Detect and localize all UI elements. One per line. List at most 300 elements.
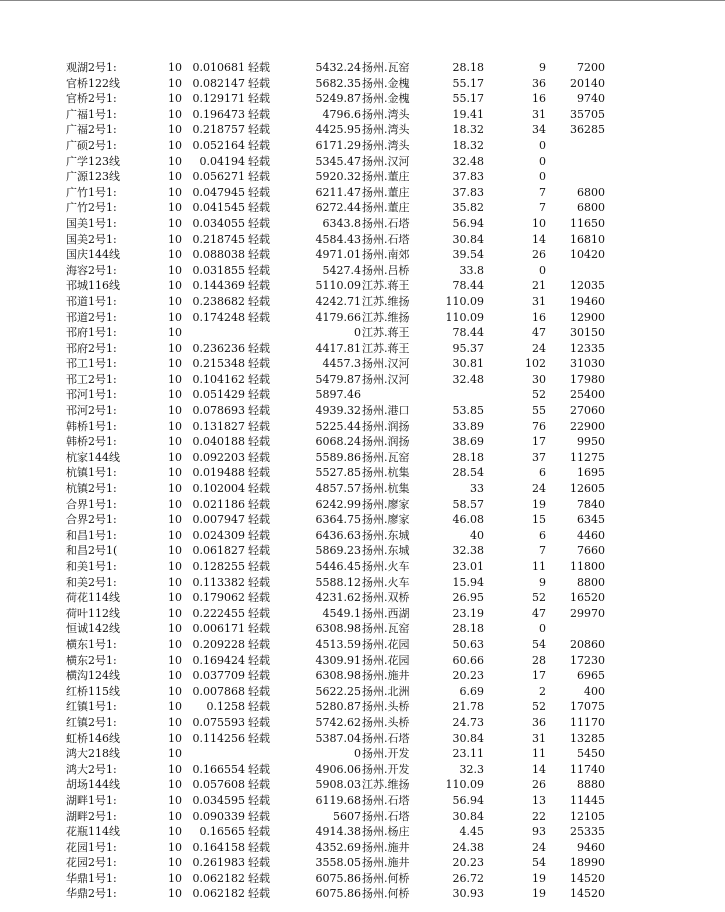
load-ratio-cell: 0.052164	[192, 138, 245, 152]
load-ratio-cell: 0.196473	[192, 107, 245, 121]
table-row	[0, 528, 725, 544]
value-cell: 5110.09	[315, 279, 361, 293]
location-cell: 扬州.廖家	[362, 497, 410, 511]
table-row	[0, 294, 725, 310]
voltage-cell: 10	[168, 684, 182, 698]
voltage-cell: 10	[168, 497, 182, 511]
line-name-cell: 国美2号1:	[66, 232, 117, 246]
voltage-cell: 10	[168, 669, 182, 683]
value-cell: 4584.43	[315, 232, 361, 246]
value-cell: 5869.23	[315, 544, 361, 558]
voltage-cell: 10	[168, 92, 182, 106]
count-cell: 102	[525, 357, 546, 371]
load-status-cell: 轻载	[248, 76, 270, 90]
voltage-cell: 10	[168, 887, 182, 901]
load-ratio-cell: 0.006171	[192, 622, 245, 636]
location-cell: 扬州.廖家	[362, 513, 410, 527]
table-row	[0, 434, 725, 450]
distance-cell: 20.23	[452, 856, 484, 870]
table-row	[0, 684, 725, 700]
distance-cell: 110.09	[445, 778, 484, 792]
value-cell: 5682.35	[315, 76, 361, 90]
line-name-cell: 红镇1号1:	[66, 700, 117, 714]
value-cell: 4179.66	[315, 310, 361, 324]
distance-cell: 15.94	[452, 575, 484, 589]
count-cell: 13	[532, 793, 546, 807]
load-ratio-cell: 0.082147	[192, 76, 245, 90]
line-name-cell: 邗道1号1:	[66, 294, 117, 308]
load-status-cell: 轻载	[248, 544, 270, 558]
location-cell: 扬州.火车	[362, 560, 410, 573]
load-ratio-cell: 0.090339	[192, 809, 245, 823]
location-cell: 扬州.开发	[362, 762, 410, 776]
amount-cell: 17230	[570, 653, 605, 667]
value-cell: 0	[354, 747, 361, 761]
load-status-cell: 轻载	[248, 793, 270, 807]
count-cell: 26	[532, 248, 546, 262]
location-cell: 扬州.西湖	[362, 606, 410, 620]
table-row	[0, 138, 725, 154]
table-row	[0, 871, 725, 887]
amount-cell: 10420	[570, 248, 605, 262]
line-name-cell: 广硕2号1:	[66, 138, 117, 152]
value-cell: 5589.86	[315, 450, 361, 464]
count-cell: 7	[539, 544, 546, 558]
voltage-cell: 10	[168, 482, 182, 496]
distance-cell: 32.48	[452, 154, 484, 168]
data-table	[0, 60, 725, 902]
distance-cell: 33.8	[459, 263, 484, 277]
value-cell: 6075.86	[315, 887, 361, 901]
count-cell: 22	[532, 809, 546, 823]
location-cell: 扬州.头桥	[362, 715, 410, 729]
amount-cell: 4460	[577, 528, 605, 542]
voltage-cell: 10	[168, 700, 182, 714]
load-status-cell: 轻载	[248, 840, 270, 854]
load-status-cell: 轻载	[248, 622, 270, 636]
voltage-cell: 10	[168, 61, 182, 74]
amount-cell: 16810	[570, 232, 605, 246]
count-cell: 54	[532, 637, 546, 651]
table-row	[0, 793, 725, 809]
value-cell: 6436.63	[315, 528, 361, 542]
voltage-cell: 10	[168, 123, 182, 137]
value-cell: 6272.44	[315, 201, 361, 215]
location-cell: 扬州.润扬	[362, 435, 410, 449]
line-name-cell: 杭镇1号1:	[66, 466, 117, 480]
load-status-cell: 轻载	[248, 248, 270, 262]
location-cell: 扬州.瓦窑	[362, 622, 410, 636]
line-name-cell: 广竹2号1:	[66, 201, 117, 215]
amount-cell: 11170	[570, 715, 605, 729]
value-cell: 5446.45	[315, 560, 361, 573]
voltage-cell: 10	[168, 731, 182, 745]
location-cell: 扬州.杭集	[362, 482, 410, 496]
voltage-cell: 10	[168, 871, 182, 885]
load-ratio-cell: 0.047945	[192, 185, 245, 199]
table-row	[0, 653, 725, 669]
location-cell: 扬州.汉河	[362, 154, 410, 168]
count-cell: 24	[532, 840, 546, 854]
count-cell: 0	[539, 170, 546, 184]
count-cell: 31	[532, 731, 546, 745]
location-cell: 扬州.东城	[362, 544, 410, 558]
line-name-cell: 广源123线	[66, 170, 120, 184]
load-status-cell: 轻载	[248, 887, 270, 901]
count-cell: 36	[532, 715, 546, 729]
voltage-cell: 10	[168, 138, 182, 152]
count-cell: 47	[532, 606, 546, 620]
line-name-cell: 邗工1号1:	[66, 357, 117, 371]
value-cell: 6119.68	[315, 793, 361, 807]
line-name-cell: 海容2号1:	[66, 263, 117, 277]
line-name-cell: 和昌1号1:	[66, 528, 117, 542]
distance-cell: 38.69	[452, 435, 484, 449]
amount-cell: 9460	[577, 840, 605, 854]
amount-cell: 25400	[570, 388, 605, 402]
load-ratio-cell: 0.034055	[192, 216, 245, 230]
load-ratio-cell: 0.236236	[192, 341, 245, 355]
count-cell: 19	[532, 871, 546, 885]
load-status-cell: 轻载	[248, 871, 270, 885]
load-ratio-cell: 0.019488	[192, 466, 245, 480]
amount-cell: 22900	[570, 419, 605, 433]
distance-cell: 32.38	[452, 544, 484, 558]
location-cell: 扬州.瓦窑	[362, 61, 410, 74]
table-row	[0, 387, 725, 403]
voltage-cell: 10	[168, 840, 182, 854]
voltage-cell: 10	[168, 310, 182, 324]
location-cell: 扬州.施井	[362, 856, 410, 870]
load-status-cell: 轻载	[248, 637, 270, 651]
load-status-cell: 轻载	[248, 700, 270, 714]
distance-cell: 56.94	[452, 793, 484, 807]
amount-cell: 20860	[570, 637, 605, 651]
load-status-cell: 轻载	[248, 419, 270, 433]
location-cell: 江苏.蒋王	[362, 341, 410, 355]
amount-cell: 6345	[577, 513, 605, 527]
location-cell: 扬州.石塔	[362, 809, 410, 823]
value-cell: 6211.47	[315, 185, 361, 199]
line-name-cell: 恒诚142线	[66, 622, 120, 636]
voltage-cell: 10	[168, 107, 182, 121]
amount-cell: 31030	[570, 357, 605, 371]
top-border	[0, 0, 725, 1]
voltage-cell: 10	[168, 216, 182, 230]
table-row	[0, 232, 725, 248]
distance-cell: 78.44	[452, 326, 484, 340]
location-cell: 扬州.施井	[362, 840, 410, 854]
amount-cell: 9740	[577, 92, 605, 106]
load-ratio-cell: 0.061827	[192, 544, 245, 558]
value-cell: 4914.38	[315, 825, 361, 839]
load-ratio-cell: 0.215348	[192, 357, 245, 371]
table-row	[0, 668, 725, 684]
location-cell: 扬州.双桥	[362, 591, 410, 605]
load-status-cell: 轻载	[248, 497, 270, 511]
count-cell: 34	[532, 123, 546, 137]
voltage-cell: 10	[168, 388, 182, 402]
voltage-cell: 10	[168, 466, 182, 480]
distance-cell: 60.66	[452, 653, 484, 667]
value-cell: 5479.87	[315, 372, 361, 386]
load-status-cell: 轻载	[248, 357, 270, 371]
table-row	[0, 543, 725, 559]
load-status-cell: 轻载	[248, 762, 270, 776]
voltage-cell: 10	[168, 715, 182, 729]
load-ratio-cell: 0.037709	[192, 669, 245, 683]
load-ratio-cell: 0.1258	[206, 700, 245, 714]
distance-cell: 35.82	[452, 201, 484, 215]
line-name-cell: 邗道2号1:	[66, 310, 117, 324]
distance-cell: 37.83	[452, 185, 484, 199]
load-status-cell: 轻载	[248, 279, 270, 293]
load-status-cell: 轻载	[248, 341, 270, 355]
amount-cell: 18990	[570, 856, 605, 870]
value-cell: 4242.71	[315, 294, 361, 308]
value-cell: 5588.12	[315, 575, 361, 589]
distance-cell: 28.18	[452, 450, 484, 464]
location-cell: 扬州.杭集	[362, 466, 410, 480]
location-cell: 扬州.北洲	[362, 684, 410, 698]
voltage-cell: 10	[168, 606, 182, 620]
load-status-cell: 轻载	[248, 232, 270, 246]
value-cell: 4352.69	[315, 840, 361, 854]
voltage-cell: 10	[168, 294, 182, 308]
load-ratio-cell: 0.007947	[192, 513, 245, 527]
line-name-cell: 鸿大2号1:	[66, 762, 117, 776]
location-cell: 扬州.开发	[362, 747, 410, 761]
line-name-cell: 合界1号1:	[66, 497, 117, 511]
table-row	[0, 809, 725, 825]
table-row	[0, 325, 725, 341]
distance-cell: 28.18	[452, 61, 484, 74]
load-ratio-cell: 0.114256	[192, 731, 245, 745]
count-cell: 21	[532, 279, 546, 293]
location-cell: 扬州.石塔	[362, 793, 410, 807]
distance-cell: 39.54	[452, 248, 484, 262]
table-row	[0, 216, 725, 232]
count-cell: 9	[539, 61, 546, 74]
load-ratio-cell: 0.062182	[192, 887, 245, 901]
voltage-cell: 10	[168, 653, 182, 667]
amount-cell: 27060	[570, 404, 605, 418]
value-cell: 5387.04	[315, 731, 361, 745]
value-cell: 5249.87	[315, 92, 361, 106]
count-cell: 36	[532, 76, 546, 90]
amount-cell: 13285	[570, 731, 605, 745]
amount-cell: 14520	[570, 871, 605, 885]
load-ratio-cell: 0.238682	[192, 294, 245, 308]
location-cell: 江苏.蒋王	[362, 326, 410, 340]
voltage-cell: 10	[168, 326, 182, 340]
count-cell: 31	[532, 294, 546, 308]
count-cell: 30	[532, 372, 546, 386]
voltage-cell: 10	[168, 575, 182, 589]
count-cell: 10	[532, 216, 546, 230]
distance-cell: 32.48	[452, 372, 484, 386]
location-cell: 扬州.火车	[362, 575, 410, 589]
distance-cell: 24.73	[452, 715, 484, 729]
value-cell: 4857.57	[315, 482, 361, 496]
location-cell: 江苏.维扬	[362, 294, 410, 308]
distance-cell: 23.19	[452, 606, 484, 620]
table-row	[0, 419, 725, 435]
location-cell: 扬州.汉河	[362, 357, 410, 371]
location-cell: 扬州.董庄	[362, 185, 410, 199]
table-row	[0, 840, 725, 856]
distance-cell: 56.94	[452, 216, 484, 230]
line-name-cell: 广福1号1:	[66, 107, 117, 121]
value-cell: 0	[354, 326, 361, 340]
load-status-cell: 轻载	[248, 575, 270, 589]
distance-cell: 26.95	[452, 591, 484, 605]
amount-cell: 9950	[577, 435, 605, 449]
amount-cell: 1695	[577, 466, 605, 480]
load-ratio-cell: 0.169424	[192, 653, 245, 667]
load-status-cell: 轻载	[248, 170, 270, 184]
value-cell: 5622.25	[315, 684, 361, 698]
distance-cell: 18.32	[452, 123, 484, 137]
location-cell: 扬州.金槐	[362, 92, 410, 106]
count-cell: 2	[539, 684, 546, 698]
amount-cell: 17980	[570, 372, 605, 386]
line-name-cell: 邗城116线	[66, 279, 120, 293]
amount-cell: 11275	[570, 450, 605, 464]
distance-cell: 110.09	[445, 294, 484, 308]
value-cell: 5897.46	[315, 388, 361, 402]
amount-cell: 19460	[570, 294, 605, 308]
distance-cell: 30.84	[452, 809, 484, 823]
count-cell: 55	[532, 404, 546, 418]
voltage-cell: 10	[168, 185, 182, 199]
amount-cell: 14520	[570, 887, 605, 901]
table-row	[0, 403, 725, 419]
amount-cell: 8880	[577, 778, 605, 792]
value-cell: 6242.99	[315, 497, 361, 511]
amount-cell: 5450	[577, 747, 605, 761]
load-ratio-cell: 0.062182	[192, 871, 245, 885]
load-ratio-cell: 0.04194	[199, 154, 245, 168]
line-name-cell: 韩桥1号1:	[66, 419, 117, 433]
distance-cell: 26.72	[452, 871, 484, 885]
load-status-cell: 轻载	[248, 310, 270, 324]
load-status-cell: 轻载	[248, 450, 270, 464]
distance-cell: 55.17	[452, 76, 484, 90]
amount-cell: 29970	[570, 606, 605, 620]
location-cell: 扬州.杨庄	[362, 825, 410, 839]
table-row	[0, 356, 725, 372]
load-ratio-cell: 0.102004	[192, 482, 245, 496]
table-row	[0, 746, 725, 762]
load-ratio-cell: 0.222455	[192, 606, 245, 620]
distance-cell: 78.44	[452, 279, 484, 293]
value-cell: 6308.98	[315, 622, 361, 636]
location-cell: 扬州.东城	[362, 528, 410, 542]
load-ratio-cell: 0.129171	[192, 92, 245, 106]
load-status-cell: 轻载	[248, 560, 270, 573]
value-cell: 5225.44	[315, 419, 361, 433]
distance-cell: 40	[470, 528, 484, 542]
voltage-cell: 10	[168, 513, 182, 527]
location-cell: 江苏.蒋王	[362, 279, 410, 293]
voltage-cell: 10	[168, 560, 182, 573]
distance-cell: 4.45	[459, 825, 484, 839]
location-cell: 扬州.施井	[362, 669, 410, 683]
voltage-cell: 10	[168, 170, 182, 184]
value-cell: 5908.03	[315, 778, 361, 792]
voltage-cell: 10	[168, 622, 182, 636]
amount-cell: 12105	[570, 809, 605, 823]
amount-cell: 6800	[577, 201, 605, 215]
distance-cell: 30.84	[452, 232, 484, 246]
location-cell: 扬州.何桥	[362, 871, 410, 885]
load-ratio-cell: 0.104162	[192, 372, 245, 386]
line-name-cell: 华鼎2号1:	[66, 887, 117, 901]
count-cell: 24	[532, 341, 546, 355]
line-name-cell: 虹桥146线	[66, 731, 120, 745]
value-cell: 4549.1	[322, 606, 361, 620]
table-row	[0, 731, 725, 747]
location-cell: 扬州.汉河	[362, 372, 410, 386]
load-status-cell: 轻载	[248, 185, 270, 199]
value-cell: 4457.3	[322, 357, 361, 371]
amount-cell: 36285	[570, 123, 605, 137]
distance-cell: 30.81	[452, 357, 484, 371]
voltage-cell: 10	[168, 248, 182, 262]
voltage-cell: 10	[168, 825, 182, 839]
load-status-cell: 轻载	[248, 466, 270, 480]
load-status-cell: 轻载	[248, 856, 270, 870]
load-status-cell: 轻载	[248, 123, 270, 137]
count-cell: 52	[532, 591, 546, 605]
distance-cell: 50.63	[452, 637, 484, 651]
load-ratio-cell: 0.051429	[192, 388, 245, 402]
location-cell: 扬州.南郊	[362, 248, 410, 262]
amount-cell: 11740	[570, 762, 605, 776]
load-status-cell: 轻载	[248, 372, 270, 386]
amount-cell: 7200	[577, 61, 605, 74]
voltage-cell: 10	[168, 201, 182, 215]
distance-cell: 6.69	[459, 684, 484, 698]
amount-cell: 30150	[570, 326, 605, 340]
count-cell: 6	[539, 466, 546, 480]
table-row	[0, 886, 725, 902]
count-cell: 52	[532, 700, 546, 714]
amount-cell: 11445	[570, 793, 605, 807]
location-cell: 扬州.湾头	[362, 123, 410, 137]
value-cell: 3558.05	[315, 856, 361, 870]
load-ratio-cell: 0.144369	[192, 279, 245, 293]
amount-cell: 12035	[570, 279, 605, 293]
count-cell: 6	[539, 528, 546, 542]
line-name-cell: 邗府2号1:	[66, 341, 117, 355]
load-ratio-cell: 0.209228	[192, 637, 245, 651]
location-cell: 扬州.何桥	[362, 887, 410, 901]
count-cell: 7	[539, 201, 546, 215]
value-cell: 6171.29	[315, 138, 361, 152]
line-name-cell: 荷叶112线	[66, 606, 120, 620]
line-name-cell: 花园2号1:	[66, 856, 117, 870]
load-ratio-cell: 0.174248	[192, 310, 245, 324]
location-cell: 扬州.金槐	[362, 76, 410, 90]
location-cell: 扬州.头桥	[362, 700, 410, 714]
count-cell: 76	[532, 419, 546, 433]
count-cell: 19	[532, 497, 546, 511]
voltage-cell: 10	[168, 341, 182, 355]
amount-cell: 7840	[577, 497, 605, 511]
location-cell: 江苏.维扬	[362, 778, 410, 792]
